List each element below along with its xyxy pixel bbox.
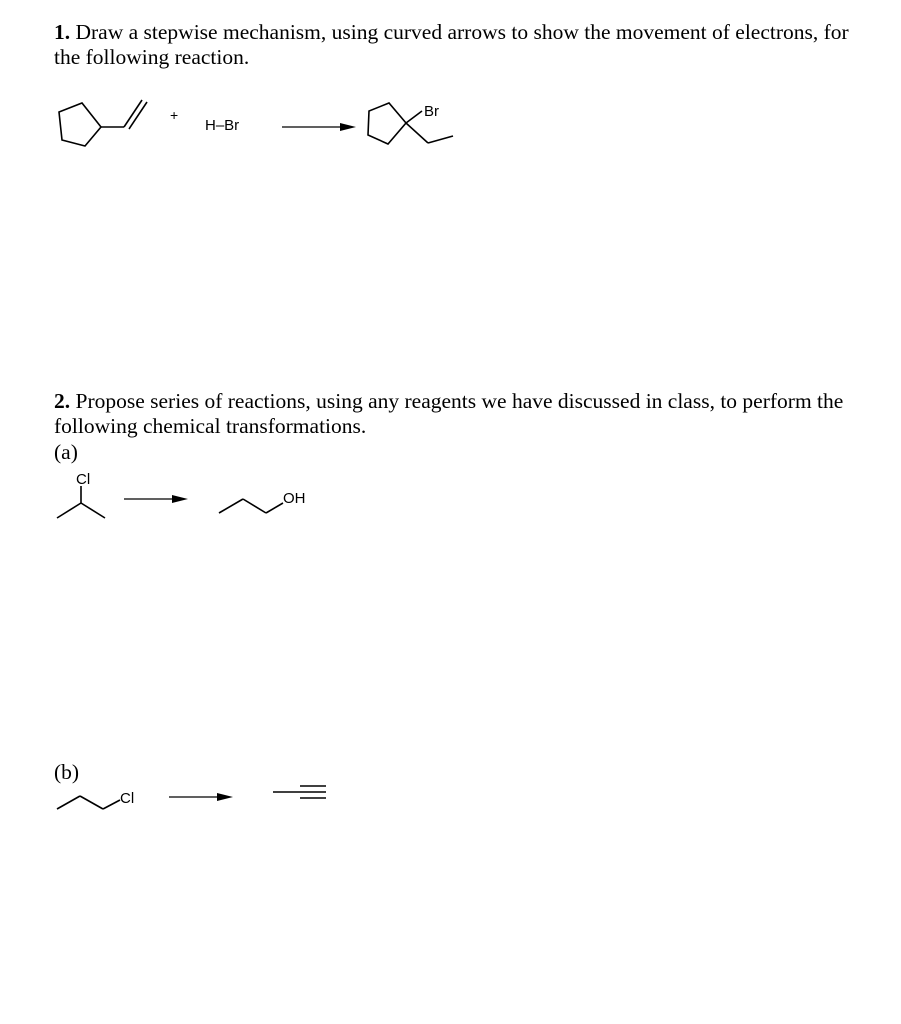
chloropropane-b-bond-2 xyxy=(80,796,103,809)
product-br-label: Br xyxy=(424,103,439,120)
chloropropane-bond-left xyxy=(57,503,81,518)
part-a-oh-label: OH xyxy=(283,490,306,507)
part-b-cl-label: Cl xyxy=(120,790,135,807)
propanol-bond-2 xyxy=(243,499,266,513)
part-a-cl-label: Cl xyxy=(76,471,91,488)
propanol-bond-3 xyxy=(266,503,283,513)
question-2-text: Propose series of reactions, using any reagents we have discussed in class, to perform the following chemical transformations. xyxy=(54,389,844,438)
propanol-bond-1 xyxy=(219,499,243,513)
cyclopentane-ring xyxy=(59,103,101,146)
ethyl-bond-1 xyxy=(406,123,428,143)
chloropropane-b-bond-1 xyxy=(57,796,80,809)
question-2-number: 2. xyxy=(54,389,71,413)
hbr-reagent: H–Br xyxy=(205,117,240,134)
c-br-bond xyxy=(406,111,422,123)
part-a-label: (a) xyxy=(54,440,78,464)
chloropropane-bond-right xyxy=(81,503,105,518)
plus-sign: + xyxy=(170,107,179,123)
question-1-text: Draw a stepwise mechanism, using curved arrows to show the movement of electrons, for the following reaction. xyxy=(54,20,849,69)
ethyl-bond-2 xyxy=(428,136,453,143)
question-1-number: 1. xyxy=(54,20,71,44)
question-2 xyxy=(54,389,874,439)
part-b-label: (b) xyxy=(54,760,80,784)
reaction-arrow-1 xyxy=(282,123,356,131)
reaction-arrow-b xyxy=(169,793,233,801)
product-cyclopentane-ring xyxy=(368,103,406,144)
reaction-arrow-a xyxy=(124,495,188,503)
propyne xyxy=(273,786,326,798)
chloropropane-b-bond-3 xyxy=(103,800,120,809)
